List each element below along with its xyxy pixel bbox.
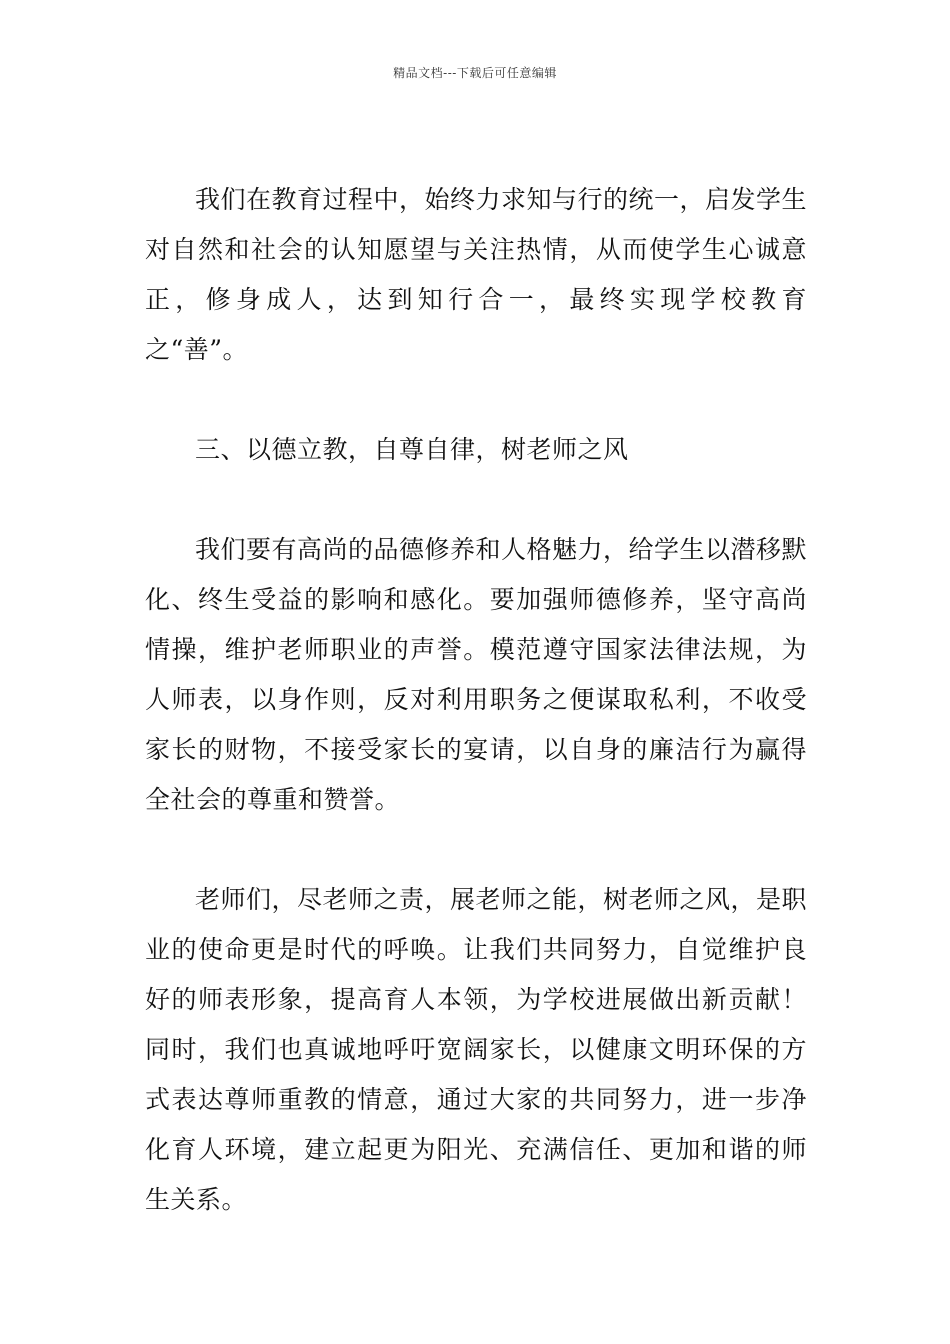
- paragraph-teacher-ethics: 我们要有高尚的品德修养和人格魅力，给学生以潜移默化、终生受益的影响和感化。要加强师德修养，坚守高尚情操，维护老师职业的声誉。模范遵守国家法律法规，为人师表，以身作则，反对利用职务之便谋取私利，不收受家长的财物，不接受家长的宴请，以自身的廉洁行为赢得全社会的尊重和赞誉。: [145, 535, 808, 814]
- section-heading: 三、以德立教，自尊自律，树老师之风: [195, 435, 629, 464]
- paragraph-closing-call: 老师们，尽老师之责，展老师之能，树老师之风，是职业的使命更是时代的呼唤。让我们共同努力，自觉维护良好的师表形象，提高育人本领，为学校进展做出新贡献！同时，我们也真诚地呼吁宽阔家长，以健康文明环保的方式表达尊师重教的情意，通过大家的共同努力，进一步净化育人环境，建立起更为阳光、充满信任、更加和谐的师生关系。: [145, 885, 808, 1214]
- running-header: 精品文档---下载后可任意编辑: [393, 66, 557, 80]
- document-body: [145, 175, 807, 1275]
- paragraph-knowledge-action: 我们在教育过程中，始终力求知与行的统一，启发学生对自然和社会的认知愿望与关注热情，从而使学生心诚意正，修身成人，达到知行合一，最终实现学校教育之“善”。: [145, 185, 808, 364]
